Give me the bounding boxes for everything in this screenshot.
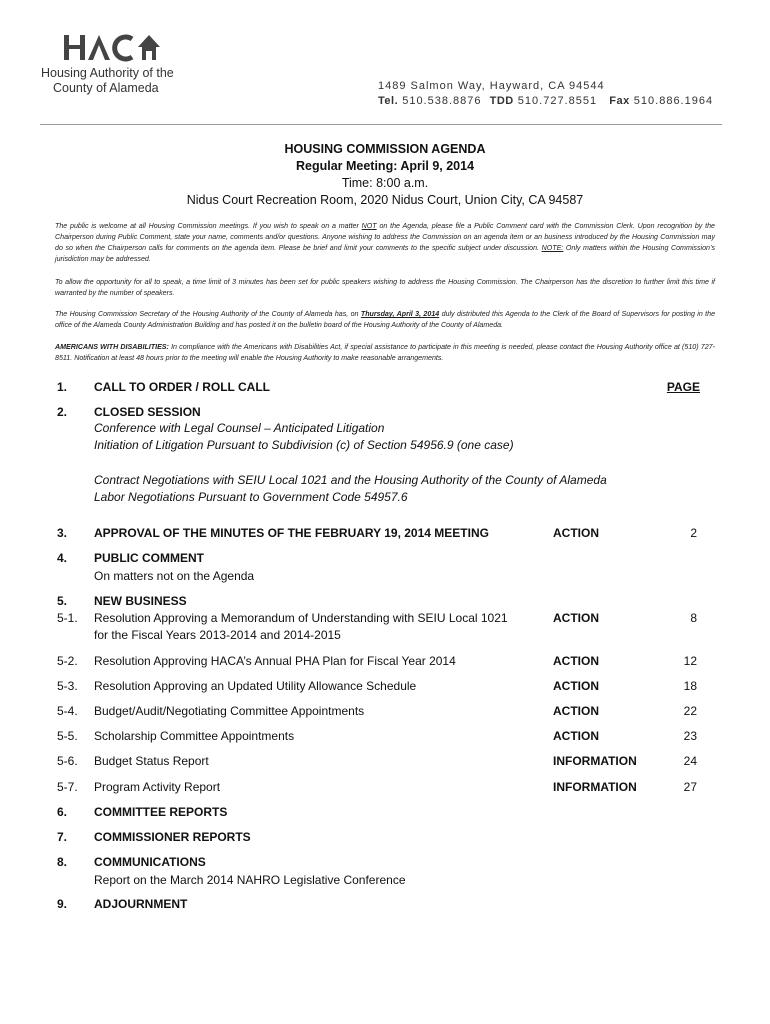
meeting-date: Regular Meeting: April 9, 2014 — [295, 159, 475, 173]
haca-logo — [62, 33, 162, 63]
tel-number: 510.538.8876 — [402, 95, 482, 107]
subitem-number: 5-3. — [57, 679, 78, 693]
subitem-text: Resolution Approving an Updated Utility Allowance Schedule — [94, 679, 417, 693]
subitem-action: ACTION — [553, 704, 599, 718]
time-limit-notice: To allow the opportunity for all to speak, a time limit of 3 minutes has been set for public speakers wishing to address the Housing Commission. The Chairperson has the discretion to further limit this time if warranted by the number of speakers. — [55, 278, 715, 297]
item-number: 1. — [57, 380, 68, 394]
meeting-location: Nidus Court Recreation Room, 2020 Nidus Court, Union City, CA 94587 — [186, 193, 584, 207]
public-notice: The public is welcome at all Housing Commission meetings. If you wish to speak on a matter NOT on the Agenda, please file a Public Comment card with the Commission Clerk. Upon recognition by the Chairperson during Public Comment, state your name, comments and/or questions. Anyone wishing to address the Commission on an agenda item or an business introduced by the Housing Commission may do so when the Chairperson calls for comments on the agenda item. Please be brief and limit your comments to the specific subject under discussion. NOTE: Only matters within the Housing Commission’s jurisdiction may be addressed. — [55, 222, 715, 263]
fax-label: Fax — [609, 95, 630, 107]
item-number: 6. — [57, 805, 68, 819]
item-title: PUBLIC COMMENT — [94, 551, 204, 565]
subitem-text: for the Fiscal Years 2013-2014 and 2014-2015 — [94, 628, 341, 642]
subitem-action: ACTION — [553, 611, 599, 625]
item-title: APPROVAL OF THE MINUTES OF THE FEBRUARY 19, 2014 MEETING — [94, 526, 489, 540]
contact-line — [378, 95, 713, 107]
subitem-text: Resolution Approving a Memorandum of Understanding with SEIU Local 1021 — [94, 611, 508, 625]
item-number: 9. — [57, 897, 68, 911]
subitem-number: 5-1. — [57, 611, 78, 625]
subitem-page: 24 — [683, 754, 697, 768]
item-detail: Conference with Legal Counsel – Anticipated Litigation — [94, 421, 385, 435]
subitem-action: INFORMATION — [553, 754, 637, 768]
item-title: COMMITTEE REPORTS — [94, 805, 228, 819]
item-title: COMMISSIONER REPORTS — [94, 830, 251, 844]
item-number: 3. — [57, 526, 68, 540]
item-title: CALL TO ORDER / ROLL CALL — [94, 380, 270, 394]
subitem-text: Budget/Audit/Negotiating Committee Appointments — [94, 704, 365, 718]
item-title: ADJOURNMENT — [94, 897, 188, 911]
subitem-page: 22 — [683, 704, 697, 718]
tdd-number: 510.727.8551 — [517, 95, 598, 107]
posting-notice: The Housing Commission Secretary of the Housing Authority of the County of Alameda has, on Thursday, April 3, 2014 duly distributed this Agenda to the Clerk of the Board of Supervisors for posting in the office of the Alameda County Administration Building and has posted it on the bulletin board of the Housing Authority of the County of Alameda. — [55, 310, 716, 329]
subitem-page: 27 — [683, 780, 697, 794]
meeting-time: Time: 8:00 a.m. — [341, 176, 429, 190]
subitem-number: 5-4. — [57, 704, 78, 718]
org-name-line1: Housing Authority of the — [41, 66, 174, 80]
subitem-number: 5-5. — [57, 729, 78, 743]
header-divider — [40, 124, 722, 125]
item-detail: On matters not on the Agenda — [94, 569, 255, 583]
tel-label: Tel. — [378, 95, 399, 107]
agenda-title: HOUSING COMMISSION AGENDA — [284, 142, 486, 156]
subitem-action: ACTION — [553, 679, 599, 693]
item-detail: Contract Negotiations with SEIU Local 1021 and the Housing Authority of the County of Alameda — [94, 473, 607, 487]
item-detail: Initiation of Litigation Pursuant to Subdivision (c) of Section 54956.9 (one case) — [94, 438, 514, 452]
ada-notice: AMERICANS WITH DISABILITIES: In compliance with the Americans with Disabilities Act, if special assistance to participate in this meeting is needed, please contact the Housing Authority office at (510) 727-8511. Notification at least 48 hours prior to the meeting will enable the Housing Authority to make reasonable arrangements. — [55, 343, 715, 362]
item-page: 2 — [690, 526, 697, 540]
item-detail: Labor Negotiations Pursuant to Government Code 54957.6 — [94, 490, 408, 504]
subitem-text: Budget Status Report — [94, 754, 209, 768]
item-title: CLOSED SESSION — [94, 405, 201, 419]
subitem-text: Program Activity Report — [94, 780, 221, 794]
subitem-action: ACTION — [553, 654, 599, 668]
item-number: 2. — [57, 405, 68, 419]
item-action: ACTION — [553, 526, 599, 540]
subitem-page: 12 — [683, 654, 697, 668]
subitem-action: INFORMATION — [553, 780, 637, 794]
item-number: 5. — [57, 594, 68, 608]
item-title: NEW BUSINESS — [94, 594, 187, 608]
address: 1489 Salmon Way, Hayward, CA 94544 — [378, 80, 605, 92]
subitem-page: 18 — [683, 679, 697, 693]
subitem-action: ACTION — [553, 729, 599, 743]
subitem-number: 5-6. — [57, 754, 78, 768]
page-column-header: PAGE — [666, 380, 700, 394]
item-detail: Report on the March 2014 NAHRO Legislative Conference — [94, 873, 406, 887]
subitem-text: Scholarship Committee Appointments — [94, 729, 295, 743]
subitem-number: 5-2. — [57, 654, 78, 668]
item-number: 7. — [57, 830, 68, 844]
item-number: 4. — [57, 551, 68, 565]
org-name-line2: County of Alameda — [53, 81, 159, 95]
fax-number: 510.886.1964 — [633, 95, 714, 107]
subitem-page: 8 — [690, 611, 697, 625]
item-number: 8. — [57, 855, 68, 869]
subitem-text: Resolution Approving HACA’s Annual PHA Plan for Fiscal Year 2014 — [94, 654, 456, 668]
subitem-page: 23 — [683, 729, 697, 743]
item-title: COMMUNICATIONS — [94, 855, 206, 869]
subitem-number: 5-7. — [57, 780, 78, 794]
tdd-label: TDD — [489, 95, 514, 107]
